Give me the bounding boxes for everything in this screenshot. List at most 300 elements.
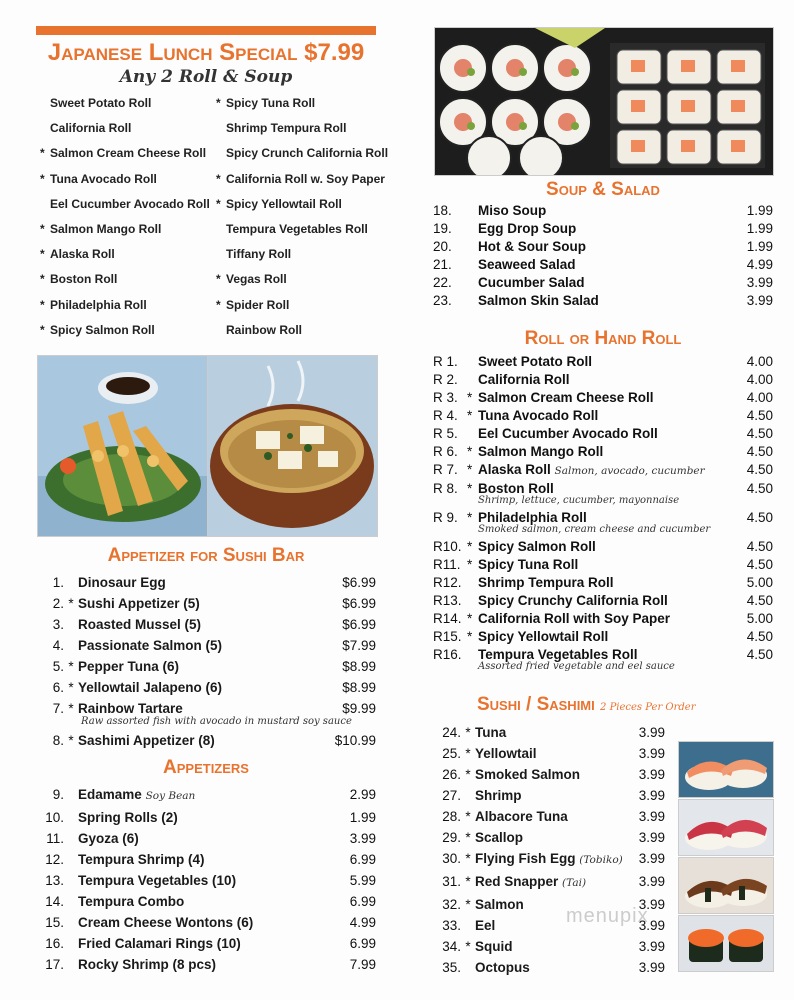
lunch-item-name: Tuna Avocado Roll — [50, 171, 157, 186]
menu-item — [433, 764, 665, 785]
item-number: 25. — [442, 746, 461, 761]
item-price: 6.99 — [349, 894, 376, 909]
item-number: 30. — [442, 851, 461, 866]
menu-item — [433, 722, 665, 743]
menu-item — [433, 443, 773, 461]
menu-item — [36, 730, 376, 751]
item-price: 4.50 — [746, 647, 773, 662]
item-price: 1.99 — [746, 239, 773, 254]
lunch-item — [40, 246, 210, 271]
menu-item — [433, 538, 773, 556]
item-number: R16. — [433, 647, 462, 662]
lunch-item-name: Salmon Mango Roll — [50, 221, 162, 236]
item-number: 29. — [442, 830, 461, 845]
lunch-special-title: Japanese Lunch Special $7.99 — [47, 39, 365, 66]
menu-item — [36, 828, 376, 849]
star-marker: * — [465, 851, 471, 866]
menu-item — [433, 556, 773, 574]
item-price: 3.99 — [638, 767, 665, 782]
lunch-item — [40, 196, 210, 221]
menu-item — [433, 461, 773, 480]
star-marker — [461, 957, 475, 978]
item-name: Philadelphia Roll — [478, 510, 587, 525]
item-price: 3.99 — [349, 831, 376, 846]
star-marker — [467, 292, 478, 310]
star-marker: * — [68, 596, 74, 611]
item-price: 3.99 — [638, 874, 665, 889]
star-marker — [467, 238, 478, 256]
star-marker: * — [216, 272, 221, 287]
star-marker — [461, 915, 475, 936]
item-name: Tuna — [475, 725, 507, 740]
item-name: California Roll — [478, 372, 570, 387]
item-number: 2. — [52, 596, 64, 611]
menu-item — [433, 610, 773, 628]
menu-item — [433, 871, 665, 894]
item-description: Raw assorted fish with avocado in mustard soy sauce — [81, 716, 352, 727]
lunch-item-name: Vegas Roll — [226, 272, 287, 287]
item-price: 4.50 — [746, 481, 773, 496]
star-marker: * — [40, 322, 45, 337]
item-number: 35. — [442, 960, 461, 975]
star-marker — [461, 785, 475, 806]
item-number: 8. — [52, 733, 64, 748]
star-marker — [64, 635, 78, 656]
item-price: 6.99 — [349, 936, 376, 951]
lunch-item — [216, 271, 388, 296]
menu-item — [433, 202, 773, 220]
tempura-photo — [37, 355, 209, 537]
item-name: Miso Soup — [478, 203, 547, 218]
item-price: $6.99 — [342, 596, 376, 611]
item-price: $6.99 — [342, 617, 376, 632]
item-name: Tuna Avocado Roll — [478, 408, 599, 423]
item-name: Dinosaur Egg — [78, 575, 166, 590]
lunch-item — [40, 120, 210, 145]
item-name: Sweet Potato Roll — [478, 354, 593, 369]
soup-salad-list — [433, 202, 773, 310]
star-marker: * — [467, 539, 473, 554]
lunch-item — [40, 221, 210, 246]
star-marker — [467, 646, 478, 664]
item-price: 5.99 — [349, 873, 376, 888]
item-name: Spicy Tuna Roll — [478, 557, 579, 572]
item-number: 12. — [45, 852, 64, 867]
star-marker — [64, 614, 78, 635]
star-marker: * — [467, 390, 473, 405]
item-number: R 6. — [433, 444, 458, 459]
item-price: 3.99 — [638, 939, 665, 954]
star-marker: * — [216, 171, 221, 186]
menu-item — [433, 353, 773, 371]
star-marker: * — [40, 221, 45, 236]
item-name: Cream Cheese Wontons (6) — [78, 915, 254, 930]
item-price: 3.99 — [638, 746, 665, 761]
rolls-list — [433, 353, 773, 673]
lunch-item-name: Alaska Roll — [50, 247, 115, 262]
item-number: 16. — [45, 936, 64, 951]
item-number: 4. — [52, 638, 64, 653]
item-number: 21. — [433, 257, 452, 272]
star-marker: * — [465, 897, 471, 912]
item-number: 26. — [442, 767, 461, 782]
item-name: Flying Fish Egg (Tobiko) — [475, 851, 623, 866]
lunch-item — [40, 322, 210, 347]
appetizer-sushi-bar-section — [36, 544, 376, 751]
sushi-photo-4 — [678, 915, 774, 972]
star-marker: * — [467, 629, 473, 644]
soup-salad-section — [433, 178, 773, 310]
item-price: 1.99 — [746, 221, 773, 236]
item-price: 3.99 — [638, 960, 665, 975]
star-marker — [467, 592, 478, 610]
item-price: 4.50 — [746, 444, 773, 459]
item-price: 3.99 — [638, 918, 665, 933]
item-name: Tempura Vegetables (10) — [78, 873, 237, 888]
item-price: 7.99 — [349, 957, 376, 972]
item-name: Spicy Yellowtail Roll — [478, 629, 609, 644]
lunch-item-name: Spicy Crunch California Roll — [226, 146, 389, 161]
star-marker: * — [216, 297, 221, 312]
menu-item — [433, 628, 773, 646]
watermark: menupix — [566, 905, 649, 927]
menu-item — [36, 849, 376, 870]
item-price: 3.99 — [638, 725, 665, 740]
item-name: Spicy Salmon Roll — [478, 539, 596, 554]
item-name: Albacore Tuna — [475, 809, 568, 824]
menu-item — [36, 807, 376, 828]
item-number: 9. — [52, 787, 64, 802]
item-price: $6.99 — [342, 575, 376, 590]
menu-item — [433, 256, 773, 274]
sushi-photo-2 — [678, 799, 774, 856]
item-price: 4.00 — [746, 390, 773, 405]
item-price: 4.50 — [746, 462, 773, 477]
item-price: $8.99 — [342, 680, 376, 695]
star-marker: * — [40, 272, 45, 287]
item-number: 6. — [52, 680, 64, 695]
lunch-item-name: Tiffany Roll — [226, 247, 292, 262]
item-number: R14. — [433, 611, 462, 626]
star-marker — [64, 912, 78, 933]
menu-item — [433, 936, 665, 957]
star-marker — [64, 954, 78, 975]
item-price: 1.99 — [746, 203, 773, 218]
lunch-item-name: Sweet Potato Roll — [50, 96, 152, 110]
item-price: 3.99 — [638, 788, 665, 803]
item-name: Edamame Soy Bean — [78, 787, 196, 802]
item-name: Eel — [475, 918, 496, 933]
item-name: Rocky Shrimp (8 pcs) — [78, 957, 217, 972]
item-number: R 8. — [433, 481, 458, 496]
item-number: R 5. — [433, 426, 458, 441]
menu-item — [433, 827, 665, 848]
item-name: Salmon Skin Salad — [478, 293, 599, 308]
menu-item — [433, 592, 773, 610]
top-bar — [36, 26, 376, 35]
star-marker: * — [467, 510, 473, 525]
star-marker: * — [465, 767, 471, 782]
miso-soup-photo — [207, 355, 378, 537]
left-column — [36, 26, 389, 343]
item-number: 23. — [433, 293, 452, 308]
item-name: Yellowtail — [475, 746, 537, 761]
star-marker: * — [465, 746, 471, 761]
appetizer-sushi-bar-title: Appetizer for Sushi Bar — [107, 545, 305, 566]
item-name: Pepper Tuna (6) — [78, 659, 180, 674]
item-name: Yellowtail Jalapeno (6) — [78, 680, 223, 695]
item-number: 34. — [442, 939, 461, 954]
menu-item — [36, 912, 376, 933]
star-marker: * — [40, 171, 45, 186]
item-price: 4.50 — [746, 539, 773, 554]
item-name: Alaska Roll Salmon, avocado, cucumber — [478, 462, 705, 477]
lunch-item — [40, 171, 210, 196]
item-name: Seaweed Salad — [478, 257, 576, 272]
menu-item — [36, 870, 376, 891]
item-price: 5.00 — [746, 611, 773, 626]
menu-item — [433, 274, 773, 292]
item-description: Smoked salmon, cream cheese and cucumber — [478, 524, 711, 535]
star-marker: * — [68, 701, 74, 716]
item-number: 28. — [442, 809, 461, 824]
appetizers-title: Appetizers — [163, 757, 249, 778]
item-number: R15. — [433, 629, 462, 644]
lunch-item-name: California Roll — [50, 121, 132, 136]
item-name: Smoked Salmon — [475, 767, 581, 782]
item-name: Eel Cucumber Avocado Roll — [478, 426, 658, 441]
star-marker — [467, 574, 478, 592]
item-note: Soy Bean — [145, 790, 196, 802]
item-name: Spicy Crunchy California Roll — [478, 593, 668, 608]
lunch-item-name: California Roll w. Soy Paper — [226, 171, 385, 186]
star-marker: * — [68, 733, 74, 748]
item-name: Roasted Mussel (5) — [78, 617, 202, 632]
menu-item — [433, 371, 773, 389]
item-price: $7.99 — [342, 638, 376, 653]
star-marker: * — [467, 481, 473, 496]
item-price: 4.99 — [746, 257, 773, 272]
star-marker — [467, 274, 478, 292]
item-number: 17. — [45, 957, 64, 972]
item-name: Sashimi Appetizer (8) — [78, 733, 215, 748]
item-number: R 1. — [433, 354, 458, 369]
item-price: 4.50 — [746, 593, 773, 608]
star-marker — [467, 425, 478, 443]
menu-item — [36, 635, 376, 656]
item-number: R10. — [433, 539, 462, 554]
star-marker — [467, 220, 478, 238]
item-name: Shrimp — [475, 788, 522, 803]
item-note: (Tai) — [562, 877, 587, 889]
item-name: Tempura Vegetables Roll — [478, 647, 638, 662]
item-number: R 4. — [433, 408, 458, 423]
star-marker: * — [467, 408, 473, 423]
menu-item — [433, 292, 773, 310]
menu-item — [36, 656, 376, 677]
menu-item — [433, 743, 665, 764]
item-number: 3. — [52, 617, 64, 632]
star-marker: * — [467, 444, 473, 459]
star-marker: * — [465, 809, 471, 824]
star-marker — [467, 353, 478, 371]
item-number: 10. — [45, 810, 64, 825]
item-name: Octopus — [475, 960, 530, 975]
item-number: 32. — [442, 897, 461, 912]
item-price: 2.99 — [349, 787, 376, 802]
star-marker — [467, 202, 478, 220]
appetizer-sushi-bar-list — [36, 572, 376, 751]
star-marker — [64, 807, 78, 828]
item-number: 13. — [45, 873, 64, 888]
star-marker — [64, 849, 78, 870]
star-marker: * — [465, 874, 471, 889]
item-price: 4.00 — [746, 372, 773, 387]
star-marker: * — [216, 96, 221, 110]
star-marker: * — [216, 196, 221, 211]
item-name: Tempura Combo — [78, 894, 185, 909]
menu-item — [433, 389, 773, 407]
sushi-sashimi-subtitle: 2 Pieces Per Order — [600, 702, 696, 713]
lunch-item — [40, 297, 210, 322]
item-number: R12. — [433, 575, 462, 590]
lunch-item — [216, 221, 388, 246]
menu-item — [36, 784, 376, 807]
lunch-item-name: Spicy Yellowtail Roll — [226, 196, 342, 211]
item-name: Red Snapper (Tai) — [475, 874, 587, 889]
item-description: Assorted fried vegetable and eel sauce — [478, 661, 675, 672]
star-marker: * — [40, 146, 45, 161]
item-name: Squid — [475, 939, 513, 954]
item-number: R 9. — [433, 510, 458, 525]
lunch-special-subtitle: Any 2 Roll & Soup — [119, 67, 293, 87]
menu-item — [433, 425, 773, 443]
sushi-rolls-photo — [434, 27, 774, 176]
item-number: 5. — [52, 659, 64, 674]
star-marker: * — [465, 725, 471, 740]
lunch-item — [40, 95, 210, 120]
menu-item — [433, 785, 665, 806]
sushi-photo-3 — [678, 857, 774, 914]
menu-item — [36, 891, 376, 912]
star-marker: * — [467, 611, 473, 626]
menu-item — [36, 933, 376, 954]
item-price: 1.99 — [349, 810, 376, 825]
item-number: 11. — [46, 831, 64, 846]
item-note: (Tobiko) — [579, 854, 623, 866]
item-note: Salmon, avocado, cucumber — [554, 465, 705, 477]
star-marker: * — [68, 659, 74, 674]
star-marker: * — [467, 462, 473, 477]
item-price: 4.99 — [349, 915, 376, 930]
menu-item — [433, 806, 665, 827]
star-marker — [64, 828, 78, 849]
lunch-item — [216, 246, 388, 271]
item-number: R 3. — [433, 390, 458, 405]
lunch-item — [216, 145, 388, 170]
item-price: 4.50 — [746, 408, 773, 423]
star-marker — [64, 891, 78, 912]
item-price: 6.99 — [349, 852, 376, 867]
item-name: Spring Rolls (2) — [78, 810, 178, 825]
item-number: R13. — [433, 593, 462, 608]
item-name: Tempura Shrimp (4) — [78, 852, 205, 867]
item-number: R 2. — [433, 372, 458, 387]
star-marker — [64, 784, 78, 807]
menu-item — [433, 848, 665, 871]
appetizers-list — [36, 784, 376, 975]
star-marker: * — [465, 939, 471, 954]
soup-salad-title: Soup & Salad — [546, 179, 660, 200]
star-marker — [467, 256, 478, 274]
lunch-item-name: Tempura Vegetables Roll — [226, 221, 368, 236]
item-name: Hot & Sour Soup — [478, 239, 586, 254]
menu-item — [36, 593, 376, 614]
item-price: 3.99 — [746, 293, 773, 308]
item-price: 3.99 — [638, 809, 665, 824]
item-name: Salmon Cream Cheese Roll — [478, 390, 654, 405]
lunch-item — [216, 322, 388, 347]
item-name: Shrimp Tempura Roll — [478, 575, 614, 590]
star-marker: * — [68, 680, 74, 695]
lunch-item-name: Spider Roll — [226, 297, 290, 312]
rolls-section — [433, 327, 773, 675]
item-price: 5.00 — [746, 575, 773, 590]
item-name: Scallop — [475, 830, 524, 845]
item-name: Egg Drop Soup — [478, 221, 577, 236]
item-price: 3.99 — [746, 275, 773, 290]
star-marker: * — [40, 247, 45, 262]
star-marker — [64, 572, 78, 593]
appetizers-section — [36, 756, 376, 975]
item-price: $10.99 — [334, 733, 376, 748]
menu-item — [36, 614, 376, 635]
item-name: Gyoza (6) — [78, 831, 139, 846]
item-number: 27. — [442, 788, 461, 803]
item-number: 19. — [433, 221, 452, 236]
item-name: Fried Calamari Rings (10) — [78, 936, 241, 951]
item-name: Salmon Mango Roll — [478, 444, 604, 459]
lunch-item — [216, 171, 388, 196]
star-marker: * — [40, 297, 45, 312]
menu-item — [433, 957, 665, 978]
item-name: Boston Roll — [478, 481, 554, 496]
item-number: 14. — [45, 894, 64, 909]
star-marker — [64, 933, 78, 954]
item-price: 3.99 — [638, 830, 665, 845]
star-marker: * — [465, 830, 471, 845]
item-number: 18. — [433, 203, 452, 218]
item-number: 33. — [442, 918, 461, 933]
star-marker: * — [467, 557, 473, 572]
menu-item — [36, 954, 376, 975]
item-name: Rainbow Tartare — [78, 701, 183, 716]
item-number: 7. — [52, 701, 64, 716]
item-price: 4.00 — [746, 354, 773, 369]
item-number: 24. — [442, 725, 461, 740]
item-name: California Roll with Soy Paper — [478, 611, 671, 626]
lunch-list-right — [216, 95, 388, 347]
item-price: 3.99 — [638, 851, 665, 866]
item-name: Cucumber Salad — [478, 275, 585, 290]
item-name: Salmon — [475, 897, 524, 912]
item-price: $8.99 — [342, 659, 376, 674]
lunch-item — [40, 145, 210, 170]
menu-item — [36, 572, 376, 593]
menu-item — [433, 574, 773, 592]
lunch-item-name: Boston Roll — [50, 272, 118, 287]
lunch-item-name: Salmon Cream Cheese Roll — [50, 146, 207, 161]
